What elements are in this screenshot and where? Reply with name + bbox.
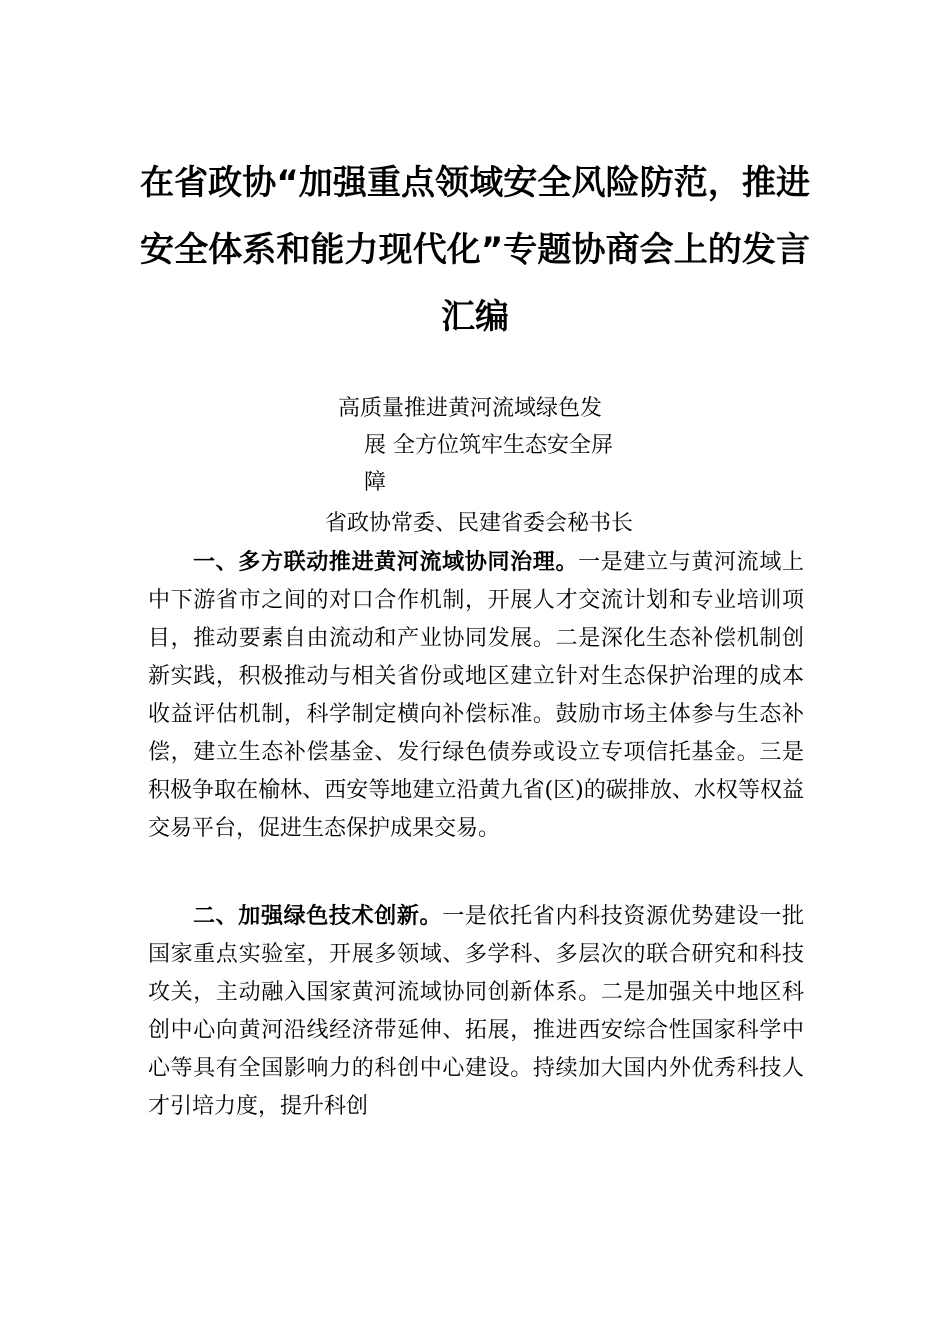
speech-subtitle (338, 390, 658, 501)
body-paragraph-1 (148, 544, 804, 848)
speaker-title: 省政协常委、民建省委会秘书长 (325, 511, 634, 536)
subtitle-line-1: 高质量推进黄河流域绿色发 (338, 396, 603, 421)
paragraph-1-body: 一是建立与黄河流域上中下游省市之间的对口合作机制，开展人才交流计划和专业培训项目，推动要素自由流动和产业协同发展。二是深化生态补偿机制创新实践，积极推动与相关省份或地区建立针对生态保护治理的成本收益评估机制，科学制定横向补偿标准。鼓励市场主体参与生态补偿，建立生态补偿基金、发行绿色债券或设立专项信托基金。三是积极争取在榆林、西安等地建立沿黄九省(区)的碳排放、水权等权益交易平台，促进生态保护成果交易。 (148, 550, 804, 841)
subtitle-line-3: 障 (364, 470, 387, 495)
document-title: 在省政协“加强重点领域安全风险防范，推进安全体系和能力现代化”专题协商会上的发言汇编 (140, 163, 810, 337)
paragraph-2-heading: 二、加强绿色技术创新。 (193, 904, 443, 929)
paragraph-2-body: 一是依托省内科技资源优势建设一批国家重点实验室，开展多领域、多学科、多层次的联合研究和科技攻关，主动融入国家黄河流域协同创新体系。二是加强关中地区科创中心向黄河沿线经济带延伸、拓展，推进西安综合性国家科学中心等具有全国影响力的科创中心建设。持续加大国内外优秀科技人才引培力度，提升科创 (148, 904, 804, 1119)
paragraph-1-heading: 一、多方联动推进黄河流域协同治理。 (193, 550, 579, 575)
subtitle-line-2: 展 全方位筑牢生态安全屏 (364, 433, 613, 458)
body-paragraph-2 (148, 898, 804, 1126)
